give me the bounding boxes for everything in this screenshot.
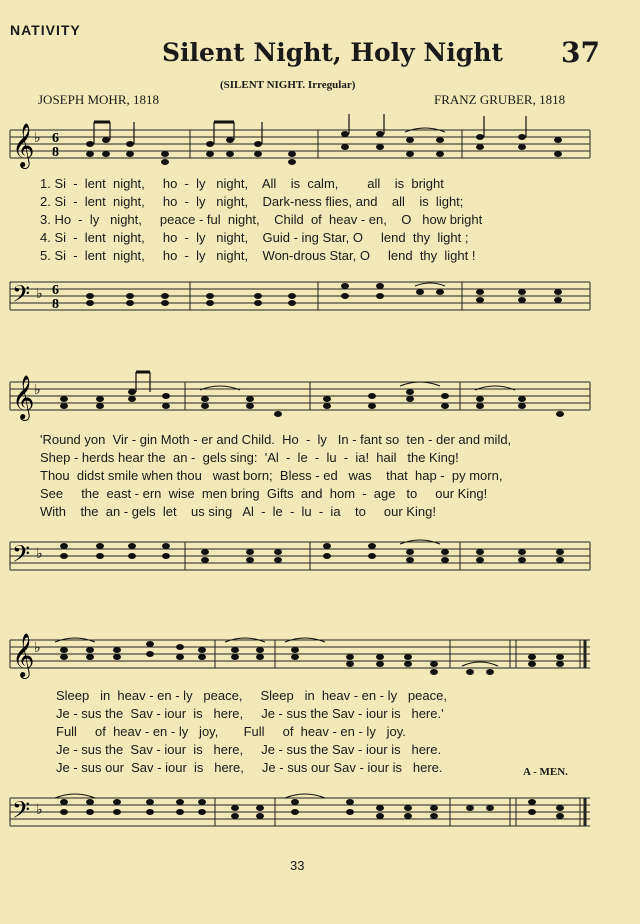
svg-text:♭: ♭: [36, 287, 43, 302]
svg-text:6: 6: [52, 283, 59, 298]
verse-4-line: 4. Si - lent night, ho - ly night, Guid - ing Star, O lend thy light ;: [40, 230, 469, 245]
hymn-title: Silent Night, Holy Night: [162, 38, 503, 67]
tune-name: (SILENT NIGHT. Irregular): [220, 79, 356, 91]
svg-text:𝄞: 𝄞: [12, 633, 35, 677]
composer-credit: FRANZ GRUBER, 1818: [434, 92, 566, 107]
svg-text:𝄞: 𝄞: [12, 123, 35, 167]
verse-5-line: 5. Si - lent night, ho - ly night, Won-drous Star, O lend thy light !: [40, 248, 476, 263]
verse-3-line: Thou didst smile when thou wast born; Bless - ed was that hap - py morn,: [40, 468, 503, 483]
svg-text:♭: ♭: [34, 131, 41, 146]
verse-4-line: Je - sus the Sav - iour is here, Je - sus the Sav - iour is here.: [56, 742, 442, 757]
bass-staff-3: [0, 786, 640, 846]
verse-1-line: 'Round yon Vir - gin Moth - er and Child. Ho - ly In - fant so ten - der and mild,: [40, 432, 512, 447]
treble-staff-3: [0, 620, 640, 690]
bass-staff-1: [0, 270, 640, 330]
svg-text:♭: ♭: [34, 641, 41, 656]
verse-2-line: Shep - herds hear the an - gels sing: 'Al - le - lu - ia! hail the King!: [40, 450, 459, 465]
svg-text:𝄢: 𝄢: [12, 796, 31, 829]
verse-3-line: Full of heav - en - ly joy, Full of heav - en - ly joy.: [56, 724, 406, 739]
verse-5-line: With the an - gels let us sing Al - le - lu - ia to our King!: [40, 504, 436, 519]
page-number: 33: [290, 858, 305, 873]
svg-text:♭: ♭: [34, 383, 41, 398]
verse-3-line: 3. Ho - ly night, peace - ful night, Child of heav - en, O how bright: [40, 212, 483, 227]
verse-4-line: See the east - ern wise men bring Gifts and hom - age to our King!: [40, 486, 488, 501]
bass-staff-2: [0, 530, 640, 590]
hymn-number: 37: [561, 36, 600, 69]
svg-text:♭: ♭: [36, 547, 43, 562]
svg-text:8: 8: [52, 145, 59, 160]
verse-1-line: 1. Si - lent night, ho - ly night, All is calm, all is bright: [40, 176, 444, 191]
svg-text:𝄢: 𝄢: [12, 540, 31, 573]
svg-text:♭: ♭: [36, 803, 43, 818]
svg-text:8: 8: [52, 297, 59, 312]
svg-text:𝄢: 𝄢: [12, 280, 31, 313]
verse-2-line: 2. Si - lent night, ho - ly night, Dark-ness flies, and all is light;: [40, 194, 464, 209]
amen-text: A - MEN.: [523, 766, 568, 778]
svg-text:𝄞: 𝄞: [12, 375, 35, 419]
section-heading: NATIVITY: [10, 22, 81, 38]
author-credit: JOSEPH MOHR, 1818: [38, 92, 159, 107]
svg-text:6: 6: [52, 131, 59, 146]
verse-2-line: Je - sus the Sav - iour is here, Je - sus the Sav - iour is here.': [56, 706, 444, 721]
verse-5-line: Je - sus our Sav - iour is here, Je - sus our Sav - iour is here.: [56, 760, 443, 775]
treble-staff-2: [0, 362, 640, 432]
verse-1-line: Sleep in heav - en - ly peace, Sleep in heav - en - ly peace,: [56, 688, 447, 703]
treble-staff-1: [0, 110, 640, 180]
